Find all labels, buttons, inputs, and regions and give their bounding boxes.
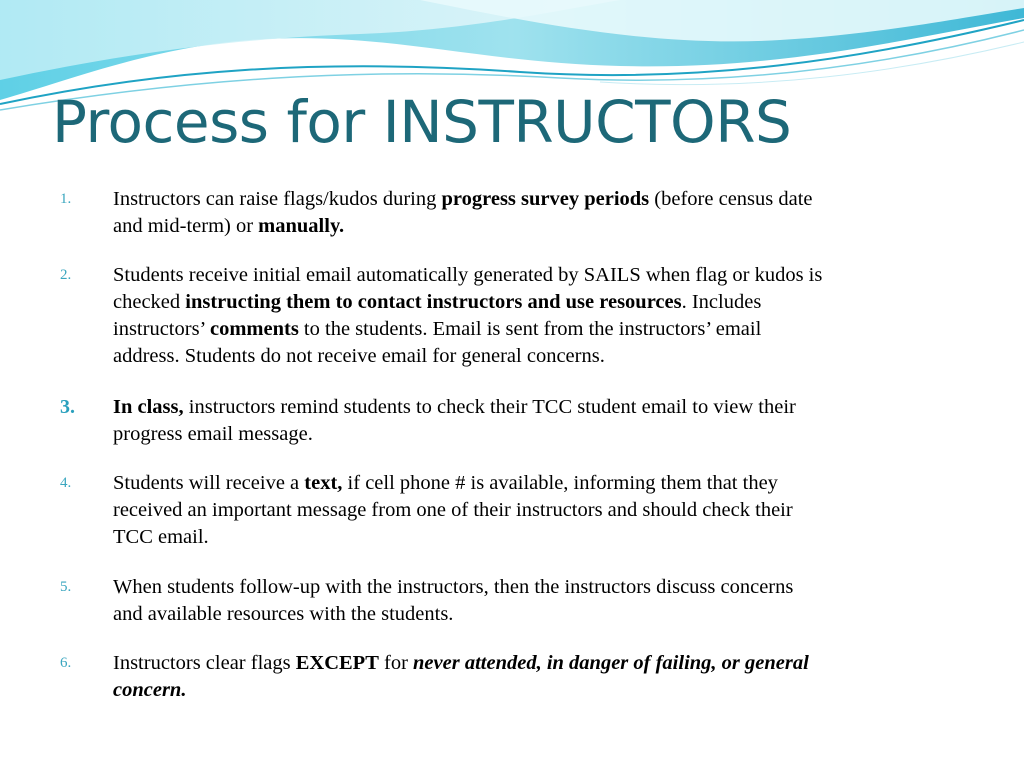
emphasis-text: instructing them to contact instructors and use resources (185, 291, 682, 313)
body-text: and mid-term) or (113, 215, 259, 237)
body-text: to the students. Email is sent from the instructors’ email (298, 318, 762, 340)
list-item-line (113, 421, 973, 448)
list-item-line (113, 262, 973, 289)
body-text: instructors’ (113, 318, 210, 340)
list-item-number: 6. (60, 655, 72, 671)
body-text: Students will receive a (113, 472, 305, 494)
list-item (113, 574, 973, 628)
emphasis-text: progress survey periods (441, 188, 650, 210)
emphasis-text: EXCEPT (295, 652, 379, 674)
list-item-line (113, 213, 973, 240)
list-item-line (113, 574, 973, 601)
list-item (113, 262, 973, 370)
body-text: TCC email. (113, 526, 209, 548)
list-item-line (113, 289, 973, 316)
body-text: . Includes (681, 291, 762, 313)
body-text: instructors remind students to check their TCC student email to view their (183, 396, 796, 418)
body-text: Students receive initial email automatically generated by SAILS when flag or kudos is (113, 264, 823, 286)
body-text: When students follow-up with the instructors, then the instructors discuss concerns (113, 576, 794, 598)
body-text: Instructors can raise flags/kudos during (113, 188, 442, 210)
list-item-number: 3. (60, 396, 75, 418)
emphasis-text: text, (304, 472, 343, 494)
list-item-line (113, 677, 973, 704)
emphasis-text: In class, (113, 396, 184, 418)
emphasis-text: concern. (113, 679, 187, 701)
list-item-number: 4. (60, 475, 72, 491)
body-text: Instructors clear flags (113, 652, 296, 674)
body-text: checked (113, 291, 186, 313)
list-item-line (113, 343, 973, 370)
list-item (113, 186, 973, 240)
body-text: progress email message. (113, 423, 313, 445)
slide-title: Process for INSTRUCTORS (52, 88, 792, 156)
emphasis-text: comments (209, 318, 299, 340)
list-item (113, 650, 973, 704)
body-text: (before census date (649, 188, 813, 210)
list-item-line (113, 601, 973, 628)
list-item-number: 2. (60, 267, 72, 283)
body-text: address. Students do not receive email for general concerns. (113, 345, 605, 367)
list-item (113, 470, 973, 551)
emphasis-text: never attended, in danger of failing, or general (413, 652, 809, 674)
list-item (113, 394, 973, 448)
body-text: for (378, 652, 414, 674)
body-text: and available resources with the students. (113, 603, 454, 625)
body-text: received an important message from one of their instructors and should check their (113, 499, 793, 521)
body-text: if cell phone # is available, informing them that they (342, 472, 778, 494)
emphasis-text: manually. (258, 215, 345, 237)
list-item-line (113, 497, 973, 524)
list-item-line (113, 650, 973, 677)
list-item-line (113, 394, 973, 421)
list-item-number: 1. (60, 191, 72, 207)
list-item-number: 5. (60, 579, 72, 595)
list-item-line (113, 470, 973, 497)
list-item-line (113, 524, 973, 551)
list-item-line (113, 186, 973, 213)
list-item-line (113, 316, 973, 343)
